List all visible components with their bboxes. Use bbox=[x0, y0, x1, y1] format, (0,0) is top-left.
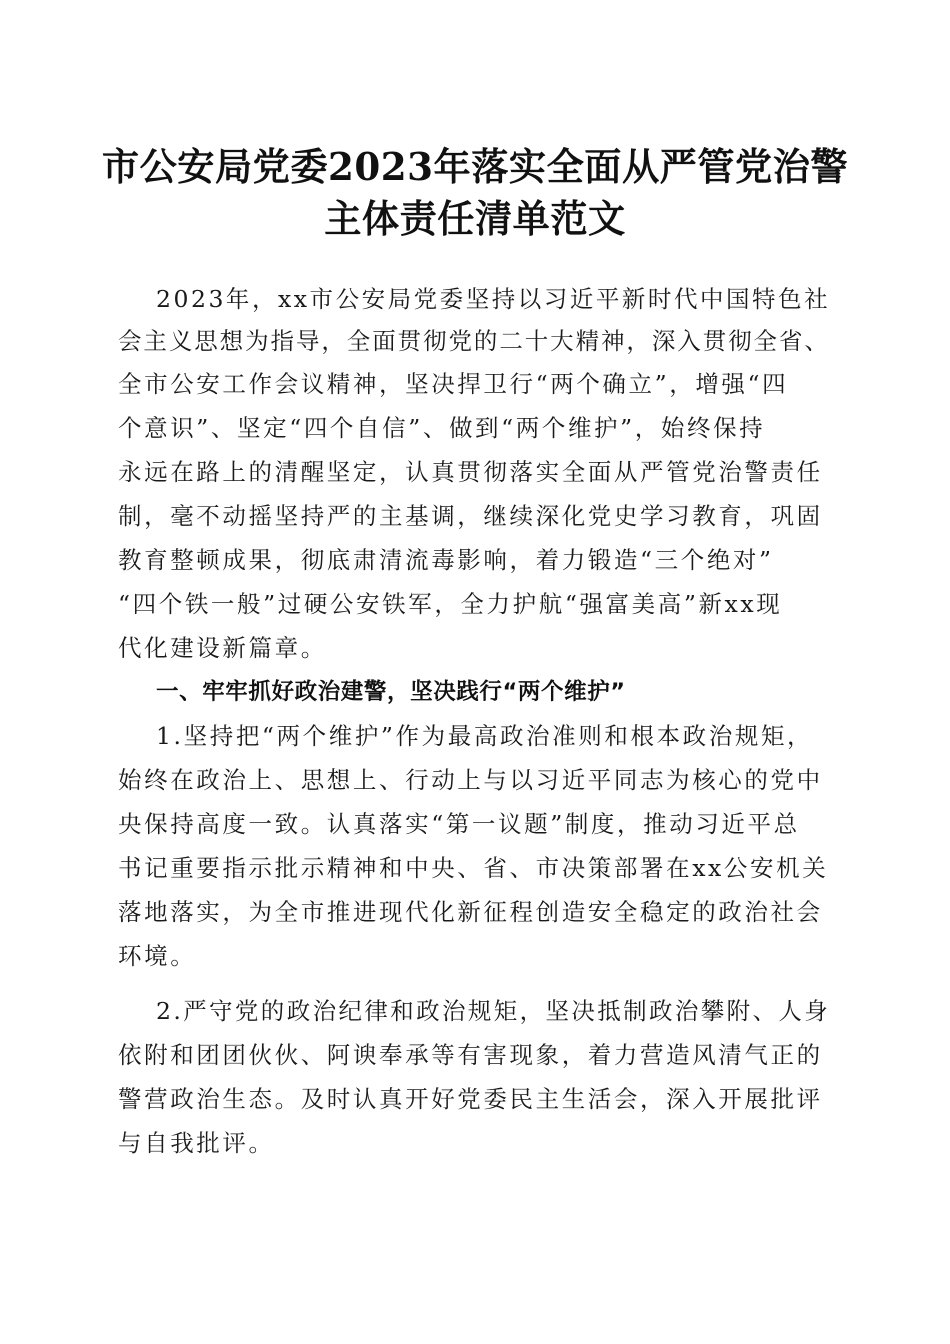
section-heading: 一、牢牢抓好政治建警，坚决践行“两个维护” bbox=[156, 679, 626, 705]
item1-line: 始终在政治上、思想上、行动上与以习近平同志为核心的党中 bbox=[118, 766, 823, 794]
intro-line: 永远在路上的清醒坚定，认真贯彻落实全面从严管党治警责任 bbox=[118, 458, 823, 486]
item1-line: 书记重要指示批示精神和中央、省、市决策部署在xx公安机关 bbox=[118, 854, 829, 882]
item2-line: 警营政治生态。及时认真开好党委民主生活会，深入开展批评 bbox=[118, 1085, 823, 1113]
intro-line: 个意识”、坚定“四个自信”、做到“两个维护”，始终保持 bbox=[118, 414, 766, 442]
item2-line: 2.严守党的政治纪律和政治规矩，坚决抵制政治攀附、人身 bbox=[156, 997, 831, 1025]
item2-line: 与自我批评。 bbox=[118, 1129, 275, 1157]
document-title-line-1: 市公安局党委2023年落实全面从严管党治警 bbox=[101, 144, 849, 189]
item2-line: 依附和团团伙伙、阿谀奉承等有害现象，着力营造风清气正的 bbox=[118, 1041, 823, 1069]
intro-line: 会主义思想为指导，全面贯彻党的二十大精神，深入贯彻全省、 bbox=[118, 327, 830, 355]
intro-line: 代化建设新篇章。 bbox=[118, 634, 327, 662]
item1-line: 1.坚持把“两个维护”作为最高政治准则和根本政治规矩， bbox=[156, 722, 814, 750]
intro-line: “四个铁一般”过硬公安铁军，全力护航“强富美高”新xx现 bbox=[118, 590, 783, 618]
item1-line: 环境。 bbox=[118, 942, 197, 970]
intro-line: 制，毫不动摇坚持严的主基调，继续深化党史学习教育，巩固 bbox=[118, 502, 823, 530]
intro-line: 全市公安工作会议精神，坚决捍卫行“两个确立”，增强“四 bbox=[118, 370, 789, 398]
item1-line: 央保持高度一致。认真落实“第一议题”制度，推动习近平总 bbox=[118, 810, 800, 838]
document-title-line-2: 主体责任清单范文 bbox=[324, 196, 626, 241]
intro-line: 2023年，xx市公安局党委坚持以习近平新时代中国特色社 bbox=[156, 285, 831, 313]
intro-line: 教育整顿成果，彻底肃清流毒影响，着力锻造“三个绝对” bbox=[118, 546, 774, 574]
item1-line: 落地落实，为全市推进现代化新征程创造安全稳定的政治社会 bbox=[118, 898, 823, 926]
